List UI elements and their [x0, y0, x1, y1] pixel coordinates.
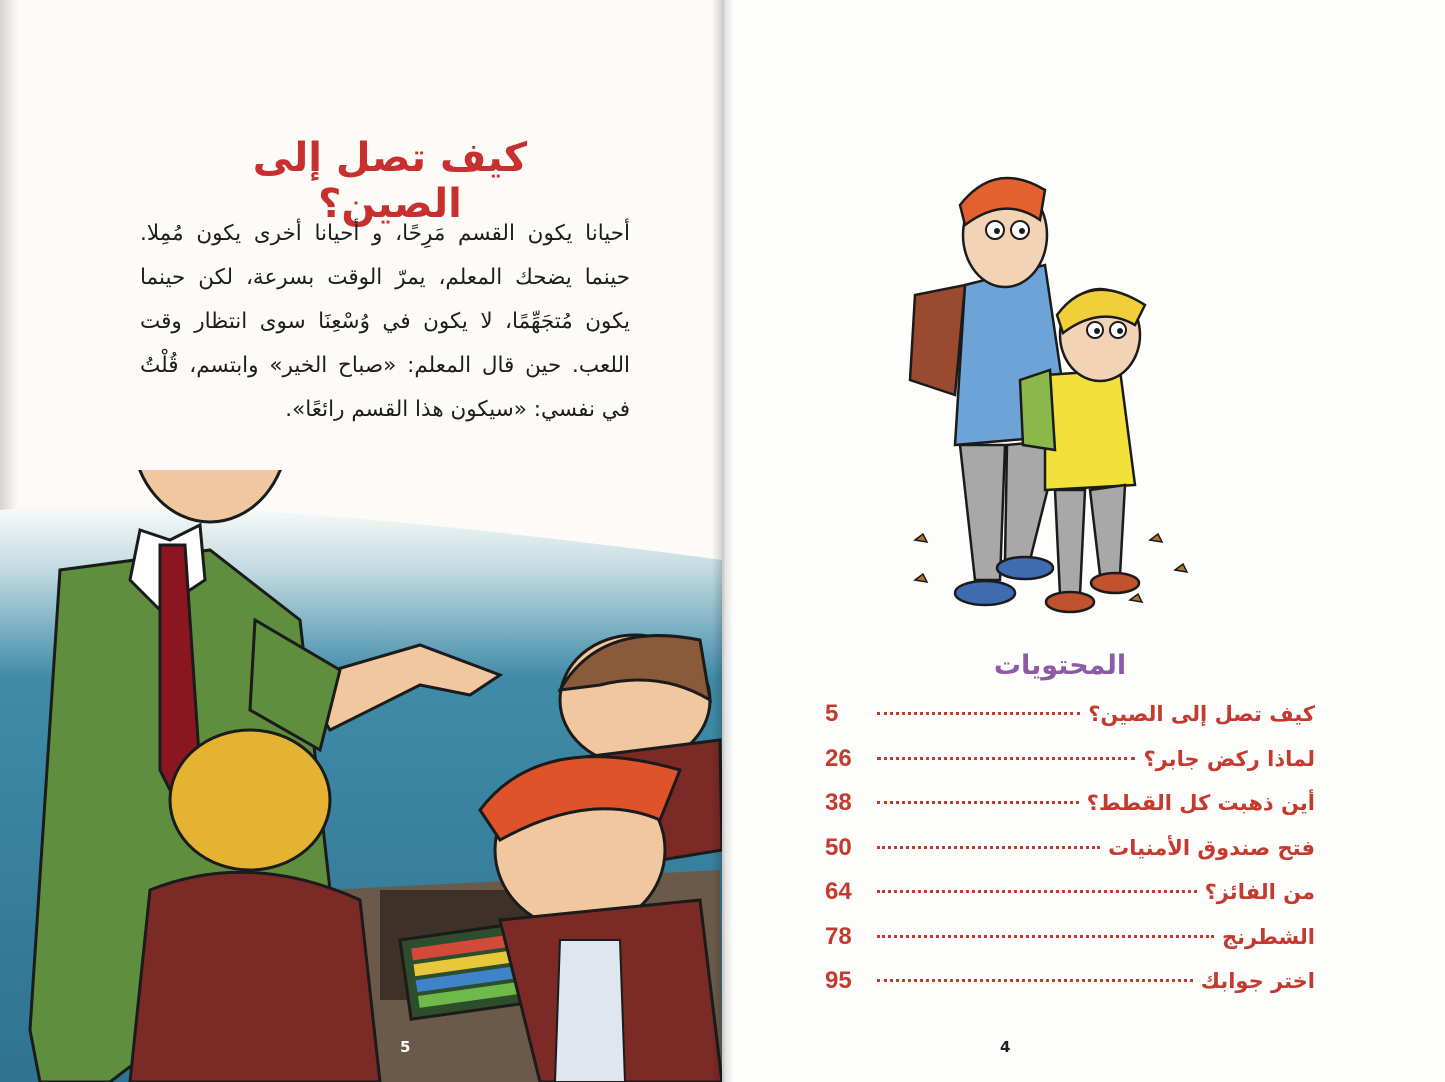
toc-entry[interactable] — [825, 700, 1315, 745]
toc-entry-title: كيف تصل إلى الصين؟ — [1088, 702, 1315, 726]
story-title: كيف تصل إلى الصين؟ — [252, 135, 528, 227]
toc-entry-title: فتح صندوق الأمنيات — [1108, 835, 1315, 860]
story-text-body: أحيانا يكون القسم مَرِحًا، و أحيانا أخرى يكون مُمِلا. حينما يضحك المعلم، يمرّ الوقت بسرعة، لكن حينما يكون مُتجَهِّمًا، لا يكون في وُسْعِنَا سوى انتظار وقت اللعب. حين قال المعلم: «صباح الخير» وابتسم، قُلْتُ في نفسي: «سيكون هذا القسم رائعًا». — [140, 221, 630, 422]
toc-leader-dots — [877, 979, 1193, 982]
toc-entry[interactable] — [825, 967, 1315, 1012]
toc-heading: المحتويات — [993, 650, 1127, 681]
toc-leader-dots — [877, 757, 1135, 760]
toc-entry[interactable] — [825, 923, 1315, 968]
left-page — [0, 0, 722, 1082]
toc-entry-title: الشطرنج — [1222, 924, 1315, 949]
toc-entry-page: 78 — [825, 922, 852, 950]
toc-entry-title: لماذا ركض جابر؟ — [1143, 746, 1315, 771]
story-paragraph — [140, 212, 630, 432]
toc-entry-page: 64 — [825, 878, 852, 905]
toc-entry-page: 95 — [825, 967, 852, 994]
classroom-illustration — [0, 470, 722, 1082]
table-of-contents — [825, 700, 1315, 1012]
toc-leader-dots — [877, 801, 1079, 804]
toc-entry-page: 50 — [825, 833, 852, 861]
toc-entry-page: 5 — [825, 700, 839, 727]
two-boys-illustration — [895, 165, 1195, 625]
toc-leader-dots — [877, 846, 1100, 849]
toc-leader-dots — [877, 935, 1214, 938]
page-number: 5 — [400, 1038, 411, 1056]
toc-entry-page: 38 — [825, 789, 852, 816]
toc-leader-dots — [877, 712, 1080, 715]
toc-entry-title: أين ذهبت كل القطط؟ — [1086, 791, 1315, 815]
toc-leader-dots — [877, 890, 1197, 893]
toc-entry[interactable] — [825, 745, 1315, 790]
toc-entry[interactable] — [825, 834, 1315, 879]
toc-entry[interactable] — [825, 878, 1315, 923]
page-number: 4 — [1000, 1038, 1011, 1056]
toc-entry-page: 26 — [825, 744, 852, 772]
toc-entry-title: من الفائز؟ — [1204, 880, 1315, 904]
bleed-through-text — [150, 120, 156, 139]
toc-entry-title: اختر جوابك — [1200, 969, 1315, 993]
toc-entry[interactable] — [825, 789, 1315, 834]
